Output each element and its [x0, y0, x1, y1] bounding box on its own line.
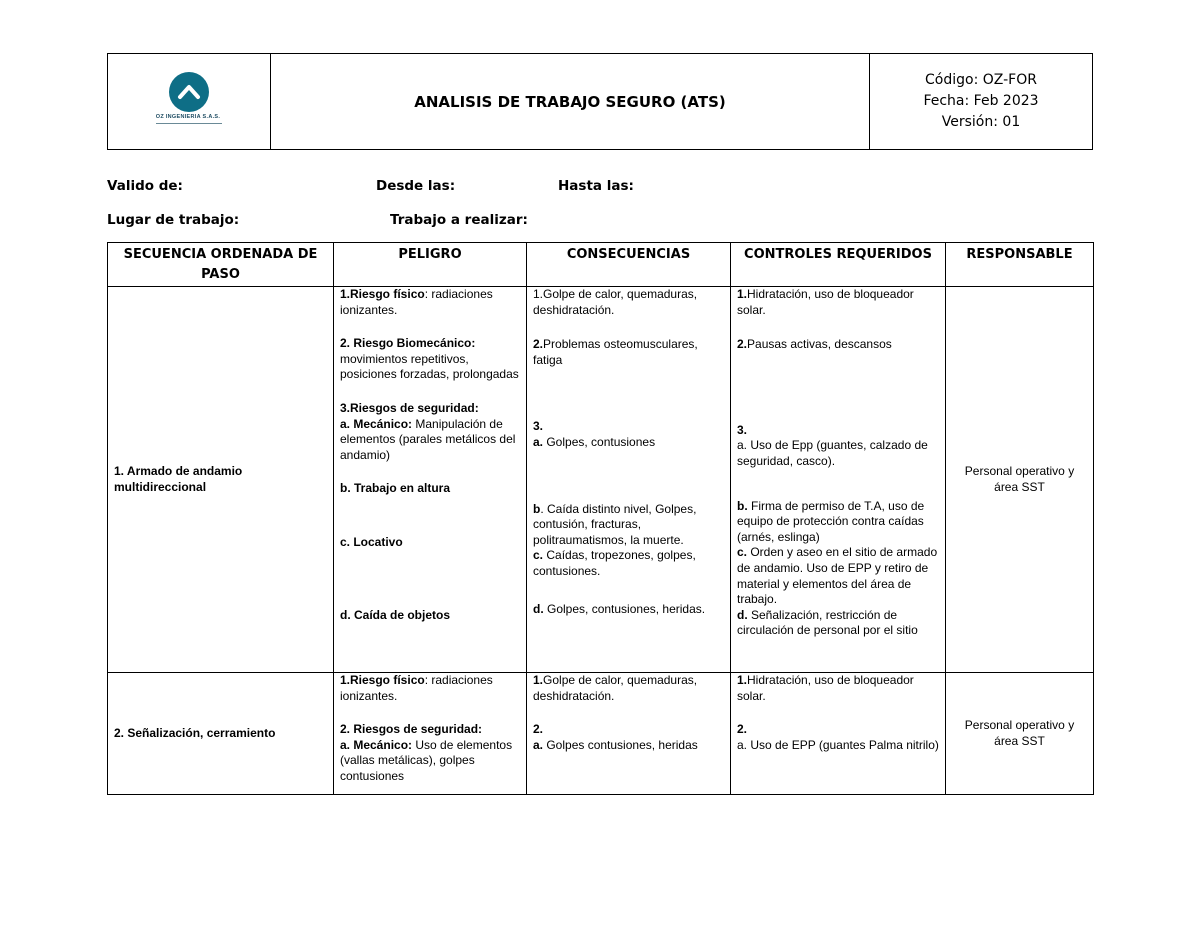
hazard-text: Uso de elementos (vallas metálicas), golpes contusiones: [340, 737, 513, 783]
consequence-text: Golpes, contusiones: [543, 434, 656, 449]
date-label: Fecha: Feb 2023: [923, 93, 1039, 109]
consequence-text: Caídas, tropezones, golpes, contusiones.: [533, 548, 696, 578]
control-label: c.: [737, 545, 748, 560]
table-header-row: [108, 243, 1094, 287]
consequences-cell: [527, 287, 731, 673]
col-header-consequences: CONSECUENCIAS: [527, 243, 731, 287]
code-label: Código: OZ-FOR: [925, 72, 1037, 88]
col-header-hazard: PELIGRO: [334, 243, 527, 287]
document-meta: [870, 54, 1092, 149]
work-to-do-label: Trabajo a realizar:: [390, 212, 528, 228]
control-label: b.: [737, 498, 748, 513]
consequence-label: 2.: [533, 722, 544, 737]
control-label: 2.: [737, 337, 748, 352]
step-cell: 2. Señalización, cerramiento: [108, 673, 334, 795]
control-text: Señalización, restricción de circulación de personal por el sitio: [737, 607, 918, 638]
consequence-label: c.: [533, 548, 544, 563]
hazard-label: a. Mecánico:: [340, 737, 413, 752]
logo-cell: [108, 54, 271, 149]
hazard-text: : radiaciones ionizantes.: [340, 673, 493, 703]
hazard-cell: [334, 287, 527, 673]
consequence-label: b: [533, 501, 541, 516]
control-label: 1.: [737, 287, 748, 301]
hazard-text: : radiaciones ionizantes.: [340, 287, 493, 317]
consequence-label: 2.: [533, 337, 544, 352]
ats-table: [107, 242, 1094, 795]
consequence-text: Golpes contusiones, heridas: [543, 737, 698, 752]
version-label: Versión: 01: [941, 114, 1021, 130]
consequences-cell: [527, 673, 731, 795]
hazard-label: a. Mecánico:: [340, 416, 413, 431]
hazard-label: d. Caída de objetos: [340, 607, 451, 622]
consequence-label: a.: [533, 737, 544, 752]
control-text: Pausas activas, descansos: [747, 337, 892, 352]
control-text: Hidratación, uso de bloqueador solar.: [737, 673, 914, 703]
document-header: [107, 53, 1093, 150]
workplace-label: Lugar de trabajo:: [107, 212, 240, 228]
step-cell: 1. Armado de andamio multidireccional: [108, 287, 334, 673]
control-text: a. Uso de Epp (guantes, calzado de seguridad, casco).: [737, 438, 928, 468]
hazard-label: b. Trabajo en altura: [340, 481, 451, 496]
consequence-text: 1.Golpe de calor, quemaduras, deshidratación.: [533, 287, 698, 317]
consequence-text: Golpes, contusiones, heridas.: [543, 601, 706, 616]
table-row: [108, 673, 1094, 795]
consequence-text: Golpe de calor, quemaduras, deshidratación.: [533, 673, 698, 703]
col-header-responsible: RESPONSABLE: [946, 243, 1094, 287]
control-text: Orden y aseo en el sitio de armado de andamio. Uso de EPP y retiro de material y elementos del área de trabajo.: [737, 545, 938, 607]
control-label: 3.: [737, 422, 748, 437]
control-label: d.: [737, 607, 748, 622]
hazard-label: 1.Riesgo físico: [340, 287, 425, 301]
hazard-text: Manipulación de elementos (parales metálicos del andamio): [340, 416, 516, 462]
hazard-cell: [334, 673, 527, 795]
responsible-cell: Personal operativo y área SST: [946, 287, 1094, 673]
hazard-text: movimientos repetitivos, posiciones forzadas, prolongadas: [340, 351, 519, 382]
control-label: 1.: [737, 673, 748, 687]
controls-cell: [731, 673, 946, 795]
hazard-label: 2. Riesgo Biomecánico:: [340, 336, 476, 351]
hazard-label: 3.Riesgos de seguridad:: [340, 400, 479, 415]
controls-cell: [731, 287, 946, 673]
from-time-label: Desde las:: [376, 178, 456, 194]
table-row: [108, 287, 1094, 673]
hazard-label: 1.Riesgo físico: [340, 673, 425, 687]
consequence-text: . Caída distinto nivel, Golpes, contusión, fracturas, politraumatismos, la muerte.: [533, 501, 697, 547]
logo-text: OZ INGENIERIA S.A.S.: [155, 114, 221, 120]
consequence-label: a.: [533, 434, 544, 449]
to-time-label: Hasta las:: [558, 178, 634, 194]
col-header-controls: CONTROLES REQUERIDOS: [731, 243, 946, 287]
hazard-label: 2. Riesgos de seguridad:: [340, 722, 483, 737]
responsible-cell: Personal operativo y área SST: [946, 673, 1094, 795]
control-text: a. Uso de EPP (guantes Palma nitrilo): [737, 737, 939, 752]
valid-from-label: Valido de:: [107, 178, 183, 194]
company-logo: [169, 72, 209, 112]
consequence-label: 1.: [533, 673, 544, 687]
consequence-text: Problemas osteomusculares, fatiga: [533, 337, 698, 367]
control-label: 2.: [737, 722, 748, 737]
logo-underline: [156, 123, 222, 124]
control-text: Firma de permiso de T.A, uso de equipo de protección contra caídas (arnés, eslinga): [737, 498, 925, 544]
control-text: Hidratación, uso de bloqueador solar.: [737, 287, 914, 317]
consequence-label: d.: [533, 601, 544, 616]
col-header-step: SECUENCIA ORDENADA DE PASO: [108, 243, 334, 287]
hazard-label: c. Locativo: [340, 534, 403, 549]
consequence-label: 3.: [533, 419, 544, 434]
document-title: ANALISIS DE TRABAJO SEGURO (ATS): [271, 54, 870, 149]
